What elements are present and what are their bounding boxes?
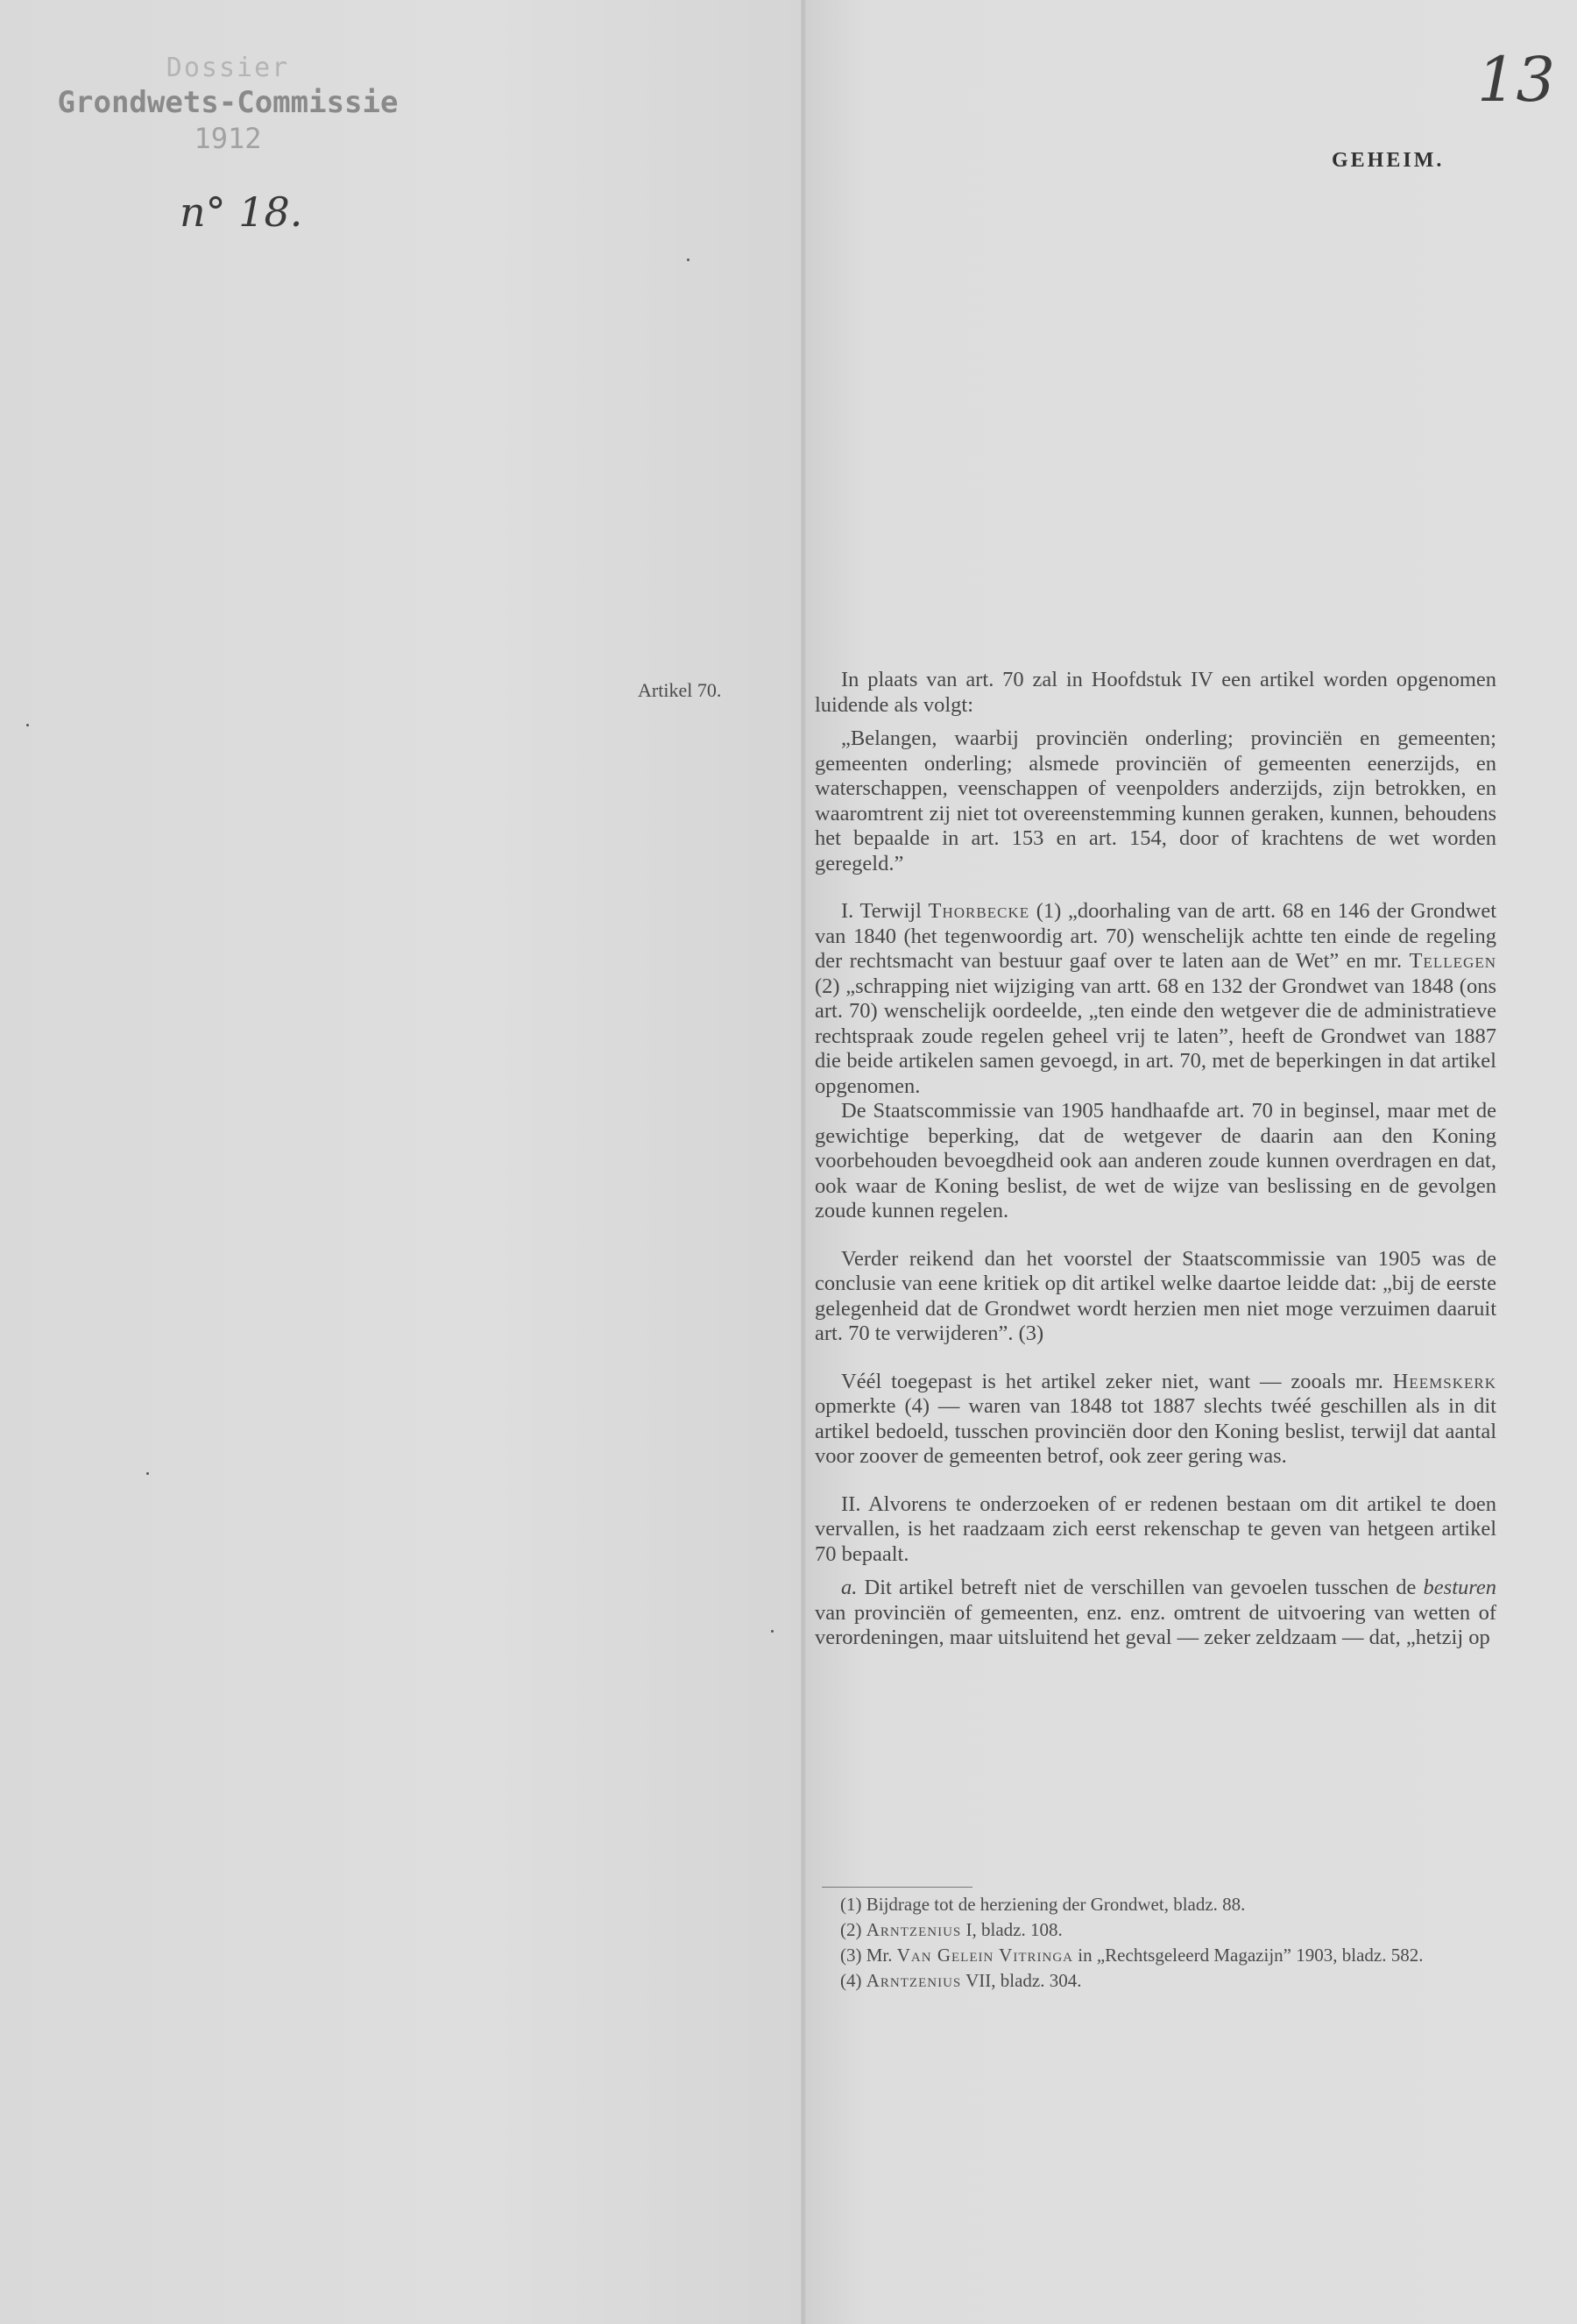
- footnote-2: [819, 1918, 1501, 1941]
- footnotes: [819, 1893, 1501, 1995]
- text-run: (2) „schrapping niet wijziging van artt. 68 en 132 der Grondwet van 1848 (ons art. 70) wenschelijk oordeelde, „ten einde den wetgever die de administratieve rechtspraak zoude regelen geheel vrij te laten”, heeft de Grondwet van 1887 die beide artikelen samen gevoegd, in art. 70, met de beperkingen in dat artikel opgenomen.: [815, 974, 1496, 1098]
- stamp-commission: Grondwets-Commissie: [57, 85, 399, 120]
- text-run: I. Terwijl: [841, 899, 929, 923]
- author-name: Heemskerk: [1392, 1369, 1496, 1393]
- author-name: Thorbecke: [928, 899, 1030, 923]
- stamp-year: 1912: [194, 122, 262, 155]
- text-run: opmerkte (4) — waren van 1848 tot 1887 slechts twéé geschillen als in dit artikel bedoeld, tusschen provinciën door den Koning beslist, terwijl dat aantal voor zoover de gemeenten betrof, ook zeer gering was.: [815, 1394, 1496, 1468]
- paragraph-quote: „Belangen, waarbij provinciën onderling; provinciën en gemeenten; gemeenten onderling; alsmede provinciën of gemeenten eenerzijds, en waterschappen, veenschappen of veenpolders anderzijds, zijn betrokken, en waaromtrent zij niet tot overeenstemming kunnen geraken, kunnen, behoudens het bepaalde in art. 153 en art. 154, door of krachtens de wet worden geregeld.”: [815, 726, 1496, 875]
- text-run: van provinciën of gemeenten, enz. enz. omtrent de uitvoering van wetten of verordeningen, maar uitsluitend het geval — zeker zeldzaam — dat, „hetzij op: [815, 1600, 1496, 1649]
- paper-speck: [771, 1630, 774, 1633]
- text-run: Dit artikel betreft niet de verschillen van gevoelen tusschen de: [857, 1576, 1424, 1599]
- paragraph-intro: In plaats van art. 70 zal in Hoofdstuk IV een artikel worden opgenomen luidende als volgt:: [815, 668, 1496, 717]
- text-run: (2): [840, 1919, 866, 1940]
- dossier-stamp: [44, 53, 412, 155]
- text-run: in „Rechtsgeleerd Magazijn” 1903, bladz. 582.: [1073, 1945, 1424, 1966]
- paragraph-section-two: II. Alvorens te onderzoeken of er redenen bestaan om dit artikel te doen vervallen, is het raadzaam zich eerst rekenschap te geven van hetgeen artikel 70 bepaalt.: [815, 1491, 1496, 1566]
- subsection-letter: a.: [841, 1576, 858, 1599]
- paper-speck: [687, 259, 689, 261]
- text-run: Véél toegepast is het artikel zeker niet, want — zooals mr.: [841, 1369, 1393, 1393]
- paragraph-subsection-a: [815, 1576, 1496, 1651]
- emphasis: besturen: [1423, 1576, 1496, 1599]
- text-run: (4): [840, 1970, 866, 1991]
- page-fold: [801, 0, 806, 2324]
- text-run: (1) „doorhaling van de artt. 68 en 146 der Grondwet van 1840 (het tegenwoordig art. 70) wenschelijk achtte ten einde de regeling der rechtsmacht van bestuur gaaf over te laten aan de Wet” en mr.: [815, 899, 1496, 973]
- text-run: I, bladz. 108.: [961, 1919, 1063, 1940]
- paragraph-application: [815, 1370, 1496, 1470]
- article-margin-label: Artikel 70.: [638, 679, 722, 701]
- text-run: VII, bladz. 304.: [961, 1970, 1082, 1991]
- handwritten-dossier-number: n° 18.: [180, 188, 303, 236]
- handwritten-page-number: 13: [1477, 44, 1556, 116]
- paragraph-critique: Verder reikend dan het voorstel der Staatscommissie van 1905 was de conclusie van eene kritiek op dit artikel welke daartoe leidde dat: „bij de eerste gelegenheid dat de Grondwet wordt herzien men niet moge verzuimen daaruit art. 70 te verwijderen”. (3): [815, 1246, 1496, 1345]
- author-name: Arntzenius: [866, 1970, 962, 1991]
- author-name: Arntzenius: [866, 1919, 962, 1940]
- document-body: [815, 668, 1496, 1651]
- footnote-divider: [822, 1887, 972, 1888]
- classification-heading: GEHEIM.: [1332, 149, 1445, 172]
- footnote-3: [819, 1944, 1501, 1966]
- paper-speck: [26, 724, 29, 726]
- author-name: Tellegen: [1409, 949, 1496, 973]
- author-name: Van Gelein Vitringa: [896, 1945, 1074, 1966]
- paragraph-section-one: [815, 899, 1496, 1099]
- paper-speck: [146, 1472, 149, 1475]
- footnote-4: [819, 1969, 1501, 1992]
- footnote-1: (1) Bijdrage tot de herziening der Grondwet, bladz. 88.: [840, 1894, 1246, 1915]
- text-run: (3) Mr.: [840, 1945, 897, 1966]
- paragraph-staatscommissie: De Staatscommissie van 1905 handhaafde art. 70 in beginsel, maar met de gewichtige beperking, dat de wetgever de daarin aan den Koning voorbehouden bevoegdheid ook aan anderen zoude kunnen overdragen en dat, ook waar de Koning beslist, de wet de wijze van beslissing en de gevolgen zoude kunnen regelen.: [815, 1099, 1496, 1222]
- stamp-dossier: Dossier: [166, 53, 290, 83]
